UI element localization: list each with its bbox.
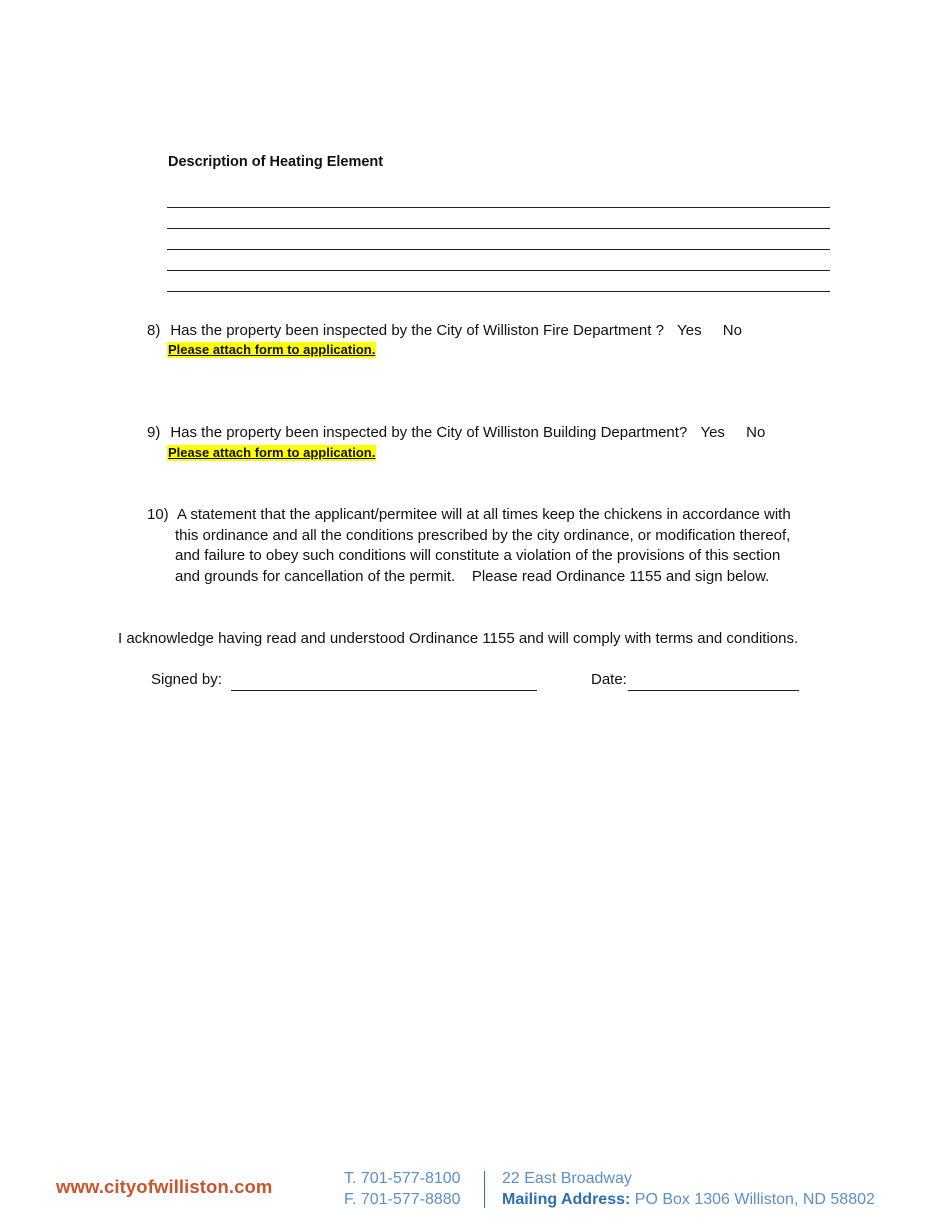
heating-description-line[interactable] [167,229,830,250]
attach-form-note: Please attach form to application. [168,445,376,460]
heating-element-heading: Description of Heating Element [168,154,384,170]
no-option[interactable]: No [722,322,742,339]
heating-description-lines [167,187,830,292]
question-number: 9) [147,424,161,441]
attach-form-note: Please attach form to application. [168,342,376,357]
footer-address [502,1168,875,1210]
question-9 [147,423,765,443]
mailing-address-label: Mailing Address: [502,1191,631,1208]
footer-phone: T. 701-577-8100 [344,1170,461,1187]
date-label: Date: [591,671,627,688]
yes-option[interactable]: Yes [700,424,725,441]
acknowledgment-statement: I acknowledge having read and understood Ordinance 1155 and will comply with terms and conditions. [118,630,799,647]
statement-line-1: A statement that the applicant/permitee will at all times keep the chickens in accordance with [177,506,791,523]
signature-field[interactable] [231,690,537,691]
yes-option[interactable]: Yes [677,322,702,339]
heating-description-line[interactable] [167,208,830,229]
statement-line-4: and grounds for cancellation of the permit. Please read Ordinance 1155 and sign below. [175,567,770,585]
footer-divider [484,1171,485,1208]
question-8 [147,321,742,341]
footer-street: 22 East Broadway [502,1170,632,1187]
question-text: Has the property been inspected by the City of Williston Fire Department ? [170,322,664,339]
footer-contact-numbers [344,1168,461,1210]
statement-line-2: this ordinance and all the conditions prescribed by the city ordinance, or modification thereof, [175,526,791,544]
footer-website-link[interactable]: www.cityofwilliston.com [56,1176,273,1197]
heating-description-line[interactable] [167,250,830,271]
question-number: 8) [147,322,161,339]
question-text: Has the property been inspected by the City of Williston Building Department? [170,424,688,441]
no-option[interactable]: No [746,424,766,441]
mailing-address-value: PO Box 1306 Williston, ND 58802 [634,1191,875,1208]
question-number: 10) [147,506,169,523]
signed-by-label: Signed by: [151,671,222,688]
statement-line-3: and failure to obey such conditions will constitute a violation of the provisions of this section [175,547,781,564]
footer-fax: F. 701-577-8880 [344,1191,461,1208]
question-10 [147,505,847,587]
date-field[interactable] [628,690,799,691]
heating-description-line[interactable] [167,271,830,292]
heating-description-line[interactable] [167,187,830,208]
